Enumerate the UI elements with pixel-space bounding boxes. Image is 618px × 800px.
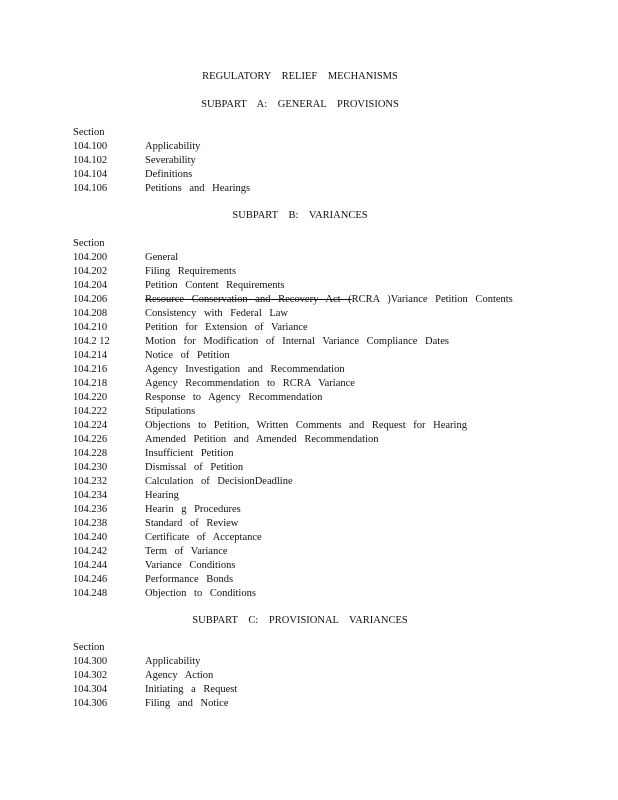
section-title: Applicability (145, 141, 201, 152)
section-number: 104.228 (73, 448, 108, 459)
section-number: 104.242 (73, 546, 108, 557)
section-title: Agency Recommendation to RCRA Variance (145, 378, 355, 389)
section-title: Objections to Petition, Written Comments and Request for Hearing (145, 420, 467, 431)
section-number: 104.2 12 (73, 336, 110, 347)
section-number: 104.238 (73, 518, 108, 529)
section-number: 104.244 (73, 560, 108, 571)
section-number: 104.206 (73, 294, 108, 305)
section-number: 104.304 (73, 684, 108, 695)
section-number: 104.204 (73, 280, 108, 291)
section-title: Hearing (145, 490, 179, 501)
section-number: 104.248 (73, 588, 108, 599)
section-title: Petition for Extension of Variance (145, 322, 308, 333)
section-title-text: RCRA )Variance Petition Contents (351, 294, 513, 305)
section-number: 104.202 (73, 266, 108, 277)
section-title: Term of Variance (145, 546, 228, 557)
section-title: Calculation of DecisionDeadline (145, 476, 293, 487)
struck-text: Resource Conservation and Recovery Act ( (145, 294, 352, 305)
section-label: Section (73, 238, 105, 249)
section-number: 104.218 (73, 378, 108, 389)
section-number: 104.216 (73, 364, 108, 375)
section-number: 104.222 (73, 406, 108, 417)
section-title: Response to Agency Recommendation (145, 392, 323, 403)
section-title: Objection to Conditions (145, 588, 256, 599)
section-number: 104.104 (73, 169, 108, 180)
section-number: 104.230 (73, 462, 108, 473)
section-number: 104.214 (73, 350, 108, 361)
section-title: Agency Investigation and Recommendation (145, 364, 345, 375)
section-title: Definitions (145, 169, 193, 180)
section-title: Standard of Review (145, 518, 239, 529)
section-number: 104.220 (73, 392, 108, 403)
section-title: Amended Petition and Amended Recommendation (145, 434, 379, 445)
section-title: Applicability (145, 656, 201, 667)
section-title: Insufficient Petition (145, 448, 234, 459)
section-title (145, 294, 513, 305)
section-title: Performance Bonds (145, 574, 234, 585)
section-number: 104.246 (73, 574, 108, 585)
section-title: Initiating a Request (145, 684, 238, 695)
section-title: Certificate of Acceptance (145, 532, 262, 543)
section-title: Consistency with Federal Law (145, 308, 289, 319)
section-number: 104.234 (73, 490, 108, 501)
section-title: Agency Action (145, 670, 214, 681)
section-title: Dismissal of Petition (145, 462, 244, 473)
subpart-a-heading: SUBPART A: GENERAL PROVISIONS (201, 99, 399, 110)
section-label: Section (73, 642, 105, 653)
section-number: 104.100 (73, 141, 108, 152)
subpart-c-heading: SUBPART C: PROVISIONAL VARIANCES (192, 615, 408, 626)
section-number: 104.200 (73, 252, 108, 263)
section-title: Hearin g Procedures (145, 504, 241, 515)
section-title: Filing and Notice (145, 698, 229, 709)
subpart-b-heading: SUBPART B: VARIANCES (232, 210, 368, 221)
section-title: Motion for Modification of Internal Variance Compliance Dates (145, 336, 449, 347)
page-title: REGULATORY RELIEF MECHANISMS (202, 71, 398, 82)
section-number: 104.300 (73, 656, 108, 667)
section-number: 104.236 (73, 504, 108, 515)
section-number: 104.210 (73, 322, 108, 333)
section-number: 104.102 (73, 155, 108, 166)
section-label: Section (73, 127, 105, 138)
section-title: General (145, 252, 179, 263)
section-number: 104.226 (73, 434, 108, 445)
section-title: Filing Requirements (145, 266, 237, 277)
section-number: 104.106 (73, 183, 108, 194)
section-title: Petitions and Hearings (145, 183, 251, 194)
section-title: Severability (145, 155, 196, 166)
section-number: 104.240 (73, 532, 108, 543)
section-title: Stipulations (145, 406, 196, 417)
section-title: Petition Content Requirements (145, 280, 285, 291)
section-number: 104.232 (73, 476, 108, 487)
section-number: 104.224 (73, 420, 108, 431)
section-title: Notice of Petition (145, 350, 230, 361)
section-number: 104.306 (73, 698, 108, 709)
section-title: Variance Conditions (145, 560, 236, 571)
section-number: 104.208 (73, 308, 108, 319)
section-number: 104.302 (73, 670, 108, 681)
